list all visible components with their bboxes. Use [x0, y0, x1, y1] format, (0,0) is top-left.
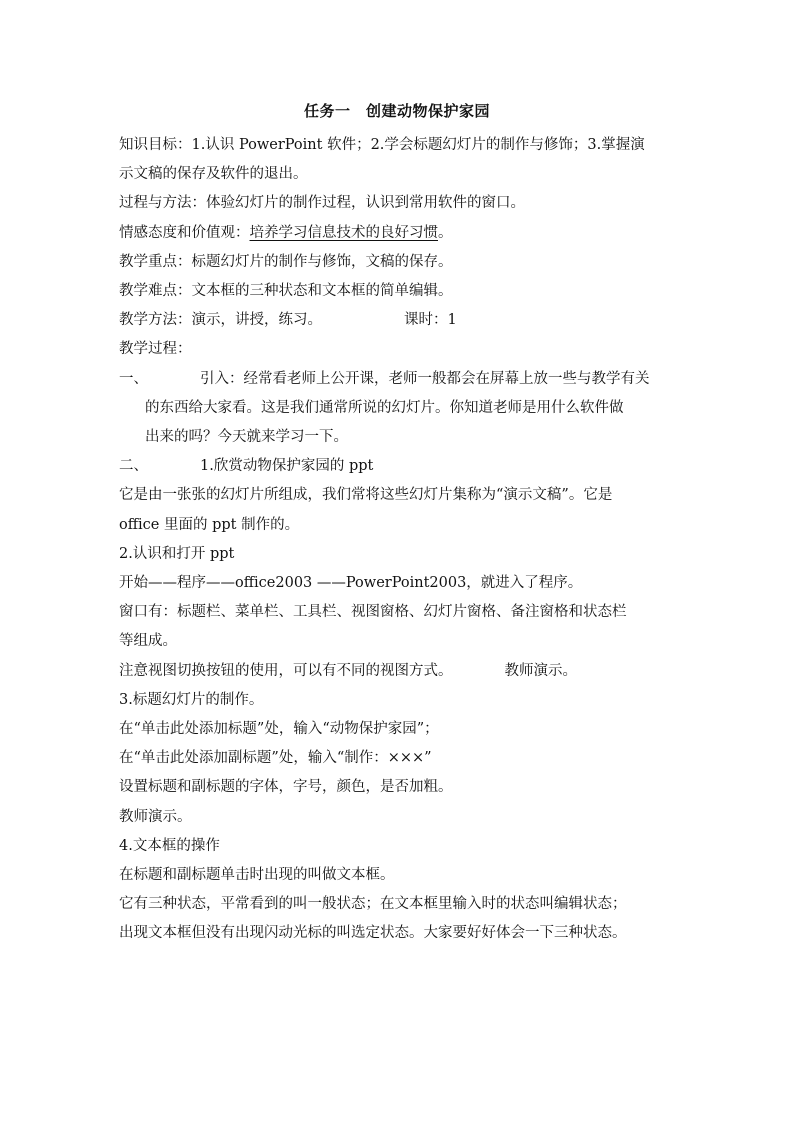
- teacher-demo-1: 教师演示。: [504, 662, 577, 679]
- step2-heading: [119, 452, 679, 481]
- knowledge-goal-line1: [119, 131, 679, 160]
- step2-line2: office 里面的 ppt 制作的。: [119, 516, 300, 533]
- class-hours: 课时：1: [404, 312, 457, 329]
- method-line: [119, 306, 679, 335]
- process-method: 过程与方法：体验幻灯片的制作过程，认识到常用软件的窗口。: [119, 195, 525, 212]
- step2-title: 1.欣赏动物保护家园的 ppt: [200, 458, 374, 475]
- teaching-method: 教学方法：演示，讲授，练习。: [119, 312, 322, 329]
- step2-line1: 它是由一张张的幻灯片所组成，我们常将这些幻灯片集称为“演示文稿”。它是: [119, 487, 613, 504]
- knowledge-goal-line2: 示文稿的保存及软件的退出。: [119, 166, 308, 183]
- document-body: [119, 131, 679, 949]
- sub4-line3: 出现文本框但没有出现闪动光标的叫选定状态。大家要好好体会一下三种状态。: [119, 925, 627, 942]
- sub2-line4: [119, 657, 679, 686]
- sub4-line1: 在标题和副标题单击时出现的叫做文本框。: [119, 867, 395, 884]
- emotion-label: 情感态度和价值观：: [119, 224, 250, 241]
- process-heading: 教学过程：: [119, 341, 192, 358]
- sub3-line2: 在“单击此处添加副标题”处，输入“制作：×××”: [119, 750, 432, 767]
- sub2-note: 注意视图切换按钮的使用，可以有不同的视图方式。: [119, 662, 453, 679]
- emotion-line: [119, 219, 679, 248]
- difficulty: 教学难点：文本框的三种状态和文本框的简单编辑。: [119, 283, 453, 300]
- step1-text: 引入：经常看老师上公开课，老师一般都会在屏幕上放一些与教学有关: [200, 370, 650, 387]
- sub2-line2: 窗口有：标题栏、菜单栏、工具栏、视图窗格、幻灯片窗格、备注窗格和状态栏: [119, 604, 627, 621]
- step1-line2: 的东西给大家看。这是我们通常所说的幻灯片。你知道老师是用什么软件做: [145, 399, 624, 416]
- document-title: 任务一 创建动物保护家园: [303, 102, 490, 120]
- sub2-title: 2.认识和打开 ppt: [119, 545, 235, 562]
- step1-line1: [119, 365, 679, 394]
- sub4-line2: 它有三种状态，平常看到的叫一般状态；在文本框里输入时的状态叫编辑状态；: [119, 896, 627, 913]
- sub4-title: 4.文本框的操作: [119, 837, 220, 854]
- sub3-line3: 设置标题和副标题的字体，字号，颜色，是否加粗。: [119, 779, 453, 796]
- sub3-line4: 教师演示。: [119, 808, 192, 825]
- step2-number: 二、: [119, 458, 148, 475]
- sub2-line3: 等组成。: [119, 633, 177, 650]
- emotion-end: 。: [438, 224, 453, 241]
- key-point: 教学重点：标题幻灯片的制作与修饰，文稿的保存。: [119, 253, 453, 270]
- emotion-value: 培养学习信息技术的良好习惯: [249, 224, 438, 241]
- sub2-line1: 开始——程序——office2003 ——PowerPoint2003，就进入了程序。: [119, 575, 583, 592]
- knowledge-goal-text: 1.认识 PowerPoint 软件；2.学会标题幻灯片的制作与修饰；3.掌握演: [191, 137, 645, 153]
- sub3-title: 3.标题幻灯片的制作。: [119, 691, 264, 708]
- step1-number: 一、: [119, 370, 148, 387]
- knowledge-goal-label: 知识目标：: [119, 137, 192, 153]
- sub3-line1: 在“单击此处添加标题”处，输入“动物保护家园”；: [119, 721, 439, 738]
- step1-line3: 出来的吗？今天就来学习一下。: [145, 429, 348, 446]
